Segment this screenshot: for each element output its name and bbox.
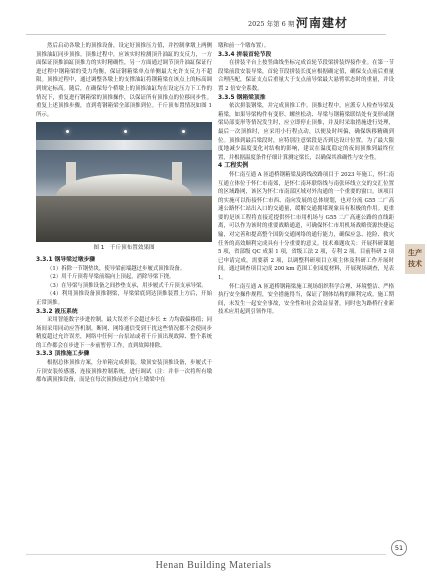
figure-image	[36, 122, 212, 242]
right-column	[218, 42, 394, 317]
section-heading: 4 工程实例	[218, 162, 249, 170]
section-heading: 3.3.5 钢箱梁顶推	[218, 94, 266, 101]
body-paragraph: 然后启动各墩上的顶推设备，设定好顶推压力值，并控制拿墩上两侧顶推油缸同步顶推。顶推过程中，应该实时检测顶升油缸的支反力，一方面保证顶推油缸顶推力的实时精确性，另一方面通过调节顶升油缸保证行进过程中钢箱梁的受力均衡，保证钢箱梁单点单侧最大允许支反力不超限。顶推过程中，通过调整各墩上的支撑油缸将钢箱梁在该点上的标高调到规定标高。随后，在确保每个桥墩上的顶推油缸均在设定压力下工作的情况下，重复进行钢箱梁的顶推操作，以保证所有顶推点的位移同步性。重复上述顶推步骤，直到将钢箱梁全部顶推到位。千斤顶布置情况如图 1 所示。	[36, 43, 212, 118]
issue-label: 2025 年第 6 期	[248, 20, 295, 28]
body-paragraph: 怀仁南互通 A 匝道桥钢箱梁施工现场组织科学合理、环境整洁、严格执行安全操作规程，安全措施得当，保证了钢体结构的顺利完成。施工期间，未发生一起安全事故，安全性和社会效益显著，同时也为路桥行业新技术应用起到引领作用。	[218, 283, 394, 316]
figure-light	[66, 130, 69, 133]
section-heading: 3.3.2 液压系统	[36, 308, 78, 315]
figure-beam	[36, 140, 212, 150]
section-heading: 3.3.3 顶推施工步骤	[36, 351, 90, 358]
journal-logo: 河南建材	[296, 16, 349, 30]
figure-caption: 图 1 千斤顶布置效果图	[93, 245, 155, 252]
page-number: 51	[391, 540, 407, 556]
section-heading: 3.3.1 钢导梁过墩步骤	[36, 256, 96, 263]
body-paragraph: 依次拼装钢梁，并完成顶推工作。顶推过程中，应派专人检查导梁及箱梁，如果导梁构件有变形、螺丝松动、导梁与钢箱梁联结处有变形或钢梁局部变形等情况发生时，应立即停止顶推，并及时采取措施进行处理，最后一次顶推时，应采用小行程点动，以便及时纠偏，确保纵移精确到位。顶推到最后梁段时，应特别注意梁段是否到达设计位置。为了最大限度地减少温度变化对结构的影响，建议在温度稳定的夜间顶推到最终位置，并根据温度条件仔细计算测定梁长，以确保其准确性与安全性。	[218, 103, 394, 161]
step-item: （4）利用顶推设备顶推钢梁，导梁梁底到达顶推装置上方后，开始正常顶推。	[36, 291, 212, 306]
footer-title: Henan Building Materials	[155, 560, 272, 571]
body-paragraph: 根据总体顶推方案，分单箱完成拼装，墩顶安装顶推设备，步履式千斤顶安装传感器，连接顶推控制系统，进行调试（注：并非一次将所有墩都布满顶推设备，而是在每次顶推前进方向上墩梁中在	[36, 360, 212, 384]
body-paragraph: 在拼装平台上按竖曲线坐标完成首轮节段梁拼装焊接作业。在第一节段梁前段安装导梁，首轮节段拼装长度应根据确定值，确保支点前后重量合理匹配，保证支点后重量大于支点前导梁最大悬臂状态时的重量，并设置 2 倍安全系数。	[218, 60, 394, 92]
body-paragraph: 墩和前一个墩布置）。	[218, 43, 270, 49]
sidebar-label: 生产技术	[405, 244, 425, 274]
figure-deck	[36, 196, 212, 242]
section-heading: 3.3.4 拼装首轮节段	[218, 51, 272, 58]
figure-light	[124, 130, 127, 133]
footer-rule	[26, 554, 386, 555]
step-item: （1）拆除一节钢垫块，使导梁前端越过步履式顶推设备。	[47, 265, 186, 272]
left-column	[36, 42, 212, 385]
body-paragraph: 采用智能数字步进控制，最大误差不会超过步长 ± 力均载偏移值；同场间采用同动应答机制。断网、网络通信受到干扰这些情况都不会使同步精度超过允许误差，网络中任何一台泵站或者千斤顶出现故障、整个系统的工作都会在步进下一步前暂停工作，直到故障排除。	[36, 317, 212, 349]
header-rule	[26, 34, 386, 35]
step-item: （3）在导梁与顶推设备之间抄垫支承，用步履式千斤顶支承导梁。	[47, 282, 207, 289]
step-item: （2）用千斤顶将导梁前端向上顶起，消除导梁下挠。	[47, 274, 175, 281]
body-paragraph: 怀仁南互通 A 匝道桥钢箱梁及跨线改路项目于 2023 年施工，怀仁南互通立体位于怀仁市南郊，是怀仁南环联络线与南张环线立交的交汇位置的区域路网，该区为怀仁市南部区域对外沟通的一个重要的窗口，该项目的实施可以衔接怀仁市西、南向发展的总体规划，也对分流 G55 二广高速公路怀仁站出入口的交通量，缓解交通拥堵现象具有积极的作用。更重要的是该工程将直接近提供怀仁市用机场与 G55 二广高速公路的直线距离，可以作为该时的重要战略通道，可确保怀仁市用机场战略资源快捷运输，对完善和提高整个国防交通网络的通行能力，确保应急、抢险、救灾任务的高效顺利完成具有十分重要的意义。技术难题攻关：开展科研课题 5 项，省部级 QC 成果 1 项，省级工法 2 项，专利 2 项。目前科研 2 项已申请完成，需要新 2 项，以调整科研项目立项主体及科研工作开展时间。通过调查项目完成 200 km 范围工业园度材料，开展现场调查，见表 1。	[218, 171, 394, 282]
figure-light	[182, 130, 185, 133]
